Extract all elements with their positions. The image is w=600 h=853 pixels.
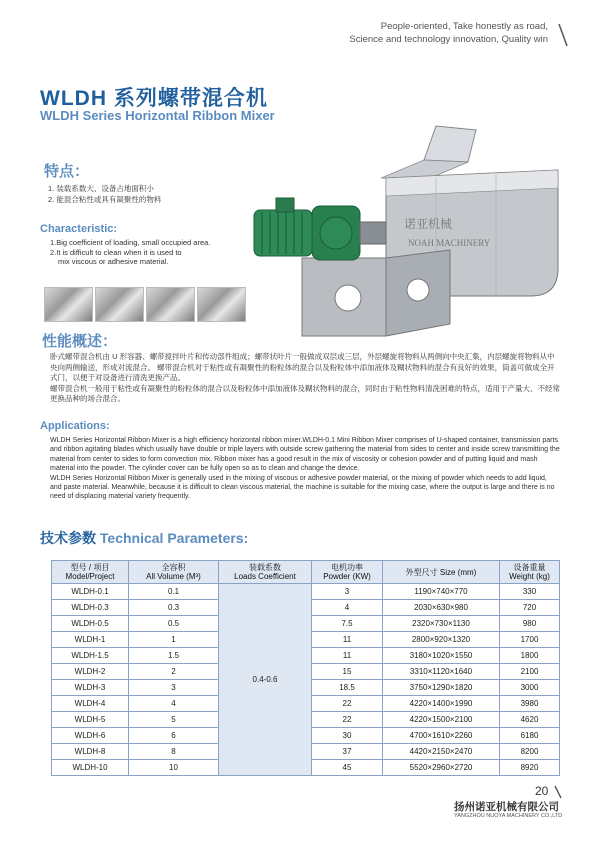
cell-load-coefficient: 0.4-0.6 [219,584,312,776]
list-item-line: mix viscous or adhesive material. [58,257,169,266]
cell-volume: 10 [129,760,219,776]
cell-weight: 3980 [500,696,560,712]
paragraph: WLDH Series Horizontal Ribbon Mixer is generally used in the mixing of viscous or adhesive powder material, or the mixing of powder which needs to add liquid, and paste material. Meanwhile, because it is difficult to clean viscous material, the machine is suitable for the mixing case, where the output is large and there is no need of displacing material variety frequently. [50,474,555,501]
table-row [52,584,560,600]
performance-heading: 性能概述： [42,333,118,350]
features-heading: 特点： [44,163,90,180]
cell-model: WLDH-1 [52,632,129,648]
list-item: 1. 装载系数大、设备占地面积小 [48,184,154,193]
company-name-en: YANGZHOU NUOYA MACHINERY CO.,LTD [454,813,563,819]
ribbon-photo [146,287,195,322]
mixer-machine-image [236,118,566,340]
applications-text [50,436,560,502]
cell-power: 4 [312,600,383,616]
cell-model: WLDH-1.5 [52,648,129,664]
characteristic-heading: Characteristic: [40,223,118,235]
cell-power: 3 [312,584,383,600]
cell-weight: 980 [500,616,560,632]
cell-size: 4220×1500×2100 [383,712,500,728]
cell-volume: 5 [129,712,219,728]
cell-power: 18.5 [312,680,383,696]
cell-volume: 4 [129,696,219,712]
cell-size: 1190×740×770 [383,584,500,600]
cell-volume: 1.5 [129,648,219,664]
cell-power: 22 [312,712,383,728]
cell-size: 4700×1610×2260 [383,728,500,744]
cell-weight: 330 [500,584,560,600]
cell-power: 7.5 [312,616,383,632]
table-body [52,584,560,776]
header-tagline [288,20,548,46]
cell-size: 2320×730×1130 [383,616,500,632]
paragraph: 卧式螺带混合机由 U 形容器、螺带搅拌叶片和传动部件组成；螺带状叶片一般做成双层或三层，外层螺旋将物料从两侧向中央汇集，内层螺旋将物料从中央向两侧输送，形成对流混合。 螺带混合机对于粘性或有凝聚性的粉粒体的混合以及粉粒体中添加液体及糊状物料的混合有良好的效果，筒盖可做成全开式门，以便于对设备进行清洗更换产品。 [50,352,555,382]
cell-model: WLDH-5 [52,712,129,728]
cell-weight: 720 [500,600,560,616]
cell-power: 11 [312,632,383,648]
cell-model: WLDH-0.5 [52,616,129,632]
col-size: 外型尺寸 Size (mm) [383,561,500,584]
cell-volume: 3 [129,680,219,696]
cell-size: 4420×2150×2470 [383,744,500,760]
cell-weight: 3000 [500,680,560,696]
cell-model: WLDH-0.1 [52,584,129,600]
cell-weight: 1800 [500,648,560,664]
cell-model: WLDH-6 [52,728,129,744]
col-volume: 全容积 All Volume (M³) [129,561,219,584]
slash-decoration [553,784,563,800]
ribbon-photo [44,287,93,322]
list-item [50,248,250,267]
cell-weight: 8200 [500,744,560,760]
cell-model: WLDH-10 [52,760,129,776]
tagline-line-1: People-oriented, Take honestly as road, [380,21,548,32]
cell-model: WLDH-4 [52,696,129,712]
cell-volume: 1 [129,632,219,648]
characteristic-list [50,238,250,267]
col-model: 型号 / 项目 Model/Project [52,561,129,584]
cell-size: 3310×1120×1640 [383,664,500,680]
cell-size: 4220×1400×1990 [383,696,500,712]
col-coefficient: 装载系数 Loads Coefficient [219,561,312,584]
cell-model: WLDH-3 [52,680,129,696]
cell-model: WLDH-2 [52,664,129,680]
cell-model: WLDH-8 [52,744,129,760]
cell-size: 3180×1020×1550 [383,648,500,664]
cell-weight: 2100 [500,664,560,680]
tech-heading-cn: 技术参数 [40,530,96,546]
list-item-line: 2.It is difficult to clean when it is used to [50,247,182,257]
tech-heading-en: Technical Parameters: [99,530,249,546]
watermark-en: NOAH MACHINERY [408,238,491,248]
page-title: WLDH 系列螺带混合机 [40,87,268,110]
cell-volume: 8 [129,744,219,760]
slash-decoration [556,20,570,50]
performance-text [50,352,560,405]
cell-volume: 6 [129,728,219,744]
cell-volume: 2 [129,664,219,680]
cell-volume: 0.1 [129,584,219,600]
tech-params-table [51,560,560,776]
cell-volume: 0.5 [129,616,219,632]
features-list [48,183,161,205]
cell-power: 22 [312,696,383,712]
cell-power: 30 [312,728,383,744]
page-number: 20 [535,784,549,798]
cell-weight: 1700 [500,632,560,648]
cell-weight: 8920 [500,760,560,776]
watermark-cn: 诺亚机械 [404,217,453,231]
cell-power: 37 [312,744,383,760]
tech-params-heading [40,528,248,548]
cell-weight: 4620 [500,712,560,728]
col-power: 电机功率 Powder (KW) [312,561,383,584]
cell-size: 5520×2960×2720 [383,760,500,776]
cell-model: WLDH-0.3 [52,600,129,616]
paragraph: 螺带混合机一般用于粘性或有凝聚性的粉粒体的混合以及粉粒体中添加液体及糊状物料的混合，同时由于粘性物料清洗困难的特点，适用于产量大、不经常更换品种的场合混合。 [50,383,560,403]
cell-size: 3750×1290×1820 [383,680,500,696]
col-weight: 设备重量 Weight (kg) [500,561,560,584]
paragraph: WLDH Series Horizontal Ribbon Mixer is a high efficiency horizontal ribbon mixer.WLDH-0.1 Mini Ribbon Mixer comprises of U-shaped container, transmission parts and ribbon agitating blades which usually have double or triple layers with outside screw gathering the material from sides to center and inside screw transmitting the material from center to sides to form convection mix. Ribbon mixer has a good result in the mix of viscosity or cohesion powder and of putting liquid and mash material into the powder. The cylinder cover can be fully open so as to clean and change the device. [50,437,560,473]
list-item: 2. 能混合粘性或具有凝聚性的物料 [48,195,162,204]
cell-power: 15 [312,664,383,680]
list-item: 1.Big coefficient of loading, small occupied area. [50,238,211,247]
cell-weight: 6180 [500,728,560,744]
table-header-row [52,561,560,584]
cell-power: 11 [312,648,383,664]
company-name-cn: 扬州诺亚机械有限公司 [454,801,559,813]
cell-size: 2800×920×1320 [383,632,500,648]
cell-power: 45 [312,760,383,776]
ribbon-photo [95,287,144,322]
page-subtitle: WLDH Series Horizontal Ribbon Mixer [40,108,275,123]
applications-heading: Applications: [40,420,110,432]
tagline-line-2: Science and technology innovation, Quality win [349,34,548,45]
cell-size: 2030×630×980 [383,600,500,616]
cell-volume: 0.3 [129,600,219,616]
